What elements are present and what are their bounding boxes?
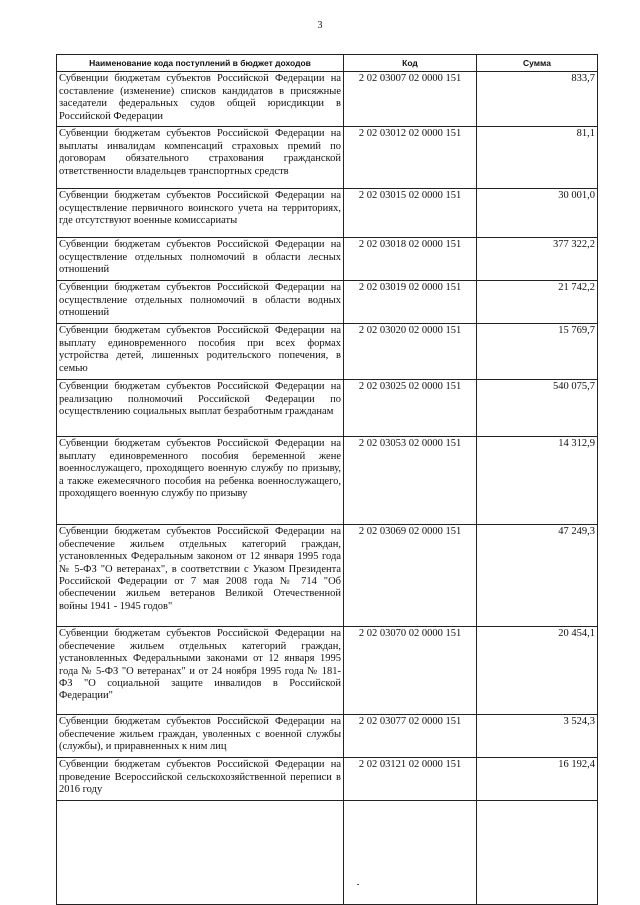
row-amount: 15 769,7 xyxy=(477,324,598,380)
row-code: 2 02 03015 02 0000 151 xyxy=(344,189,477,238)
scan-speck xyxy=(357,884,359,885)
row-name: Субвенции бюджетам субъектов Российской Федерации на выплату единовременного пособия беременной жене военнослужащего, проходящего военную службу по призыву, а также ежемесячного пособия на ребенка военнослужащего, проходящего военную службу по призыву xyxy=(57,437,344,525)
row-amount: 16 192,4 xyxy=(477,758,598,801)
row-code: 2 02 03053 02 0000 151 xyxy=(344,437,477,525)
row-amount: 377 322,2 xyxy=(477,238,598,281)
row-name: Субвенции бюджетам субъектов Российской Федерации на осуществление отдельных полномочий в области лесных отношений xyxy=(57,238,344,281)
row-amount: 3 524,3 xyxy=(477,715,598,758)
table-row xyxy=(57,281,598,324)
table-row xyxy=(57,437,598,525)
row-amount: 14 312,9 xyxy=(477,437,598,525)
page-number: 3 xyxy=(317,20,323,31)
table-row xyxy=(57,627,598,715)
table-row xyxy=(57,189,598,238)
table-row xyxy=(57,715,598,758)
row-code: 2 02 03070 02 0000 151 xyxy=(344,627,477,715)
row-name: Субвенции бюджетам субъектов Российской Федерации на выплату единовременного пособия при всех формах устройства детей, лишенных родительского попечения, в семью xyxy=(57,324,344,380)
row-name: Субвенции бюджетам субъектов Российской Федерации на реализацию полномочий Российской Федерации по осуществлению социальных выплат безработным гражданам xyxy=(57,380,344,437)
row-amount: 47 249,3 xyxy=(477,525,598,627)
table-filler-row xyxy=(57,801,598,905)
table-row xyxy=(57,238,598,281)
row-code: 2 02 03012 02 0000 151 xyxy=(344,127,477,189)
table-row xyxy=(57,324,598,380)
row-name: Субвенции бюджетам субъектов Российской Федерации на составление (изменение) списков кандидатов в присяжные заседатели федеральных судов общей юрисдикции в Российской Федерации xyxy=(57,72,344,127)
filler-cell xyxy=(477,801,598,905)
row-amount: 540 075,7 xyxy=(477,380,598,437)
table-row xyxy=(57,758,598,801)
row-name: Субвенции бюджетам субъектов Российской Федерации на обеспечение жильем отдельных категорий граждан, установленных Федеральным законом от 12 января 1995 года № 5-ФЗ "О ветеранах", в соответствии с Указом Президента Российской Федерации от 7 мая 2008 года № 714 "Об обеспечении жильем ветеранов Великой Отечественной войны 1941 - 1945 годов" xyxy=(57,525,344,627)
table-header-row xyxy=(57,55,598,72)
row-amount: 20 454,1 xyxy=(477,627,598,715)
row-amount: 833,7 xyxy=(477,72,598,127)
row-code: 2 02 03007 02 0000 151 xyxy=(344,72,477,127)
header-name: Наименование кода поступлений в бюджет доходов xyxy=(57,55,344,72)
table-row xyxy=(57,127,598,189)
row-name: Субвенции бюджетам субъектов Российской Федерации на осуществление отдельных полномочий в области водных отношений xyxy=(57,281,344,324)
row-code: 2 02 03077 02 0000 151 xyxy=(344,715,477,758)
row-amount: 30 001,0 xyxy=(477,189,598,238)
row-code: 2 02 03069 02 0000 151 xyxy=(344,525,477,627)
row-name: Субвенции бюджетам субъектов Российской Федерации на обеспечение жильем отдельных категорий граждан, установленных Федеральными законами от 12 января 1995 года № 5-ФЗ "О ветеранах" и от 24 ноября 1995 года № 181-ФЗ "О социальной защите инвалидов в Российской Федерации" xyxy=(57,627,344,715)
table-row xyxy=(57,72,598,127)
row-code: 2 02 03121 02 0000 151 xyxy=(344,758,477,801)
header-code: Код xyxy=(344,55,477,72)
row-amount: 21 742,2 xyxy=(477,281,598,324)
row-name: Субвенции бюджетам субъектов Российской Федерации на выплаты инвалидам компенсаций страховых премий по договорам обязательного страхования гражданской ответственности владельцев транспортных средств xyxy=(57,127,344,189)
header-amount: Сумма xyxy=(477,55,598,72)
filler-cell xyxy=(344,801,477,905)
row-code: 2 02 03020 02 0000 151 xyxy=(344,324,477,380)
row-name: Субвенции бюджетам субъектов Российской Федерации на проведение Всероссийской сельскохозяйственной переписи в 2016 году xyxy=(57,758,344,801)
row-amount: 81,1 xyxy=(477,127,598,189)
row-code: 2 02 03018 02 0000 151 xyxy=(344,238,477,281)
row-code: 2 02 03019 02 0000 151 xyxy=(344,281,477,324)
row-name: Субвенции бюджетам субъектов Российской Федерации на обеспечение жильем граждан, уволенных с военной службы (службы), и приравненных к ним лиц xyxy=(57,715,344,758)
table-row xyxy=(57,380,598,437)
row-code: 2 02 03025 02 0000 151 xyxy=(344,380,477,437)
table-row xyxy=(57,525,598,627)
filler-cell xyxy=(57,801,344,905)
budget-revenue-table xyxy=(56,54,598,905)
row-name: Субвенции бюджетам субъектов Российской Федерации на осуществление первичного воинского учета на территориях, где отсутствуют военные комиссариаты xyxy=(57,189,344,238)
